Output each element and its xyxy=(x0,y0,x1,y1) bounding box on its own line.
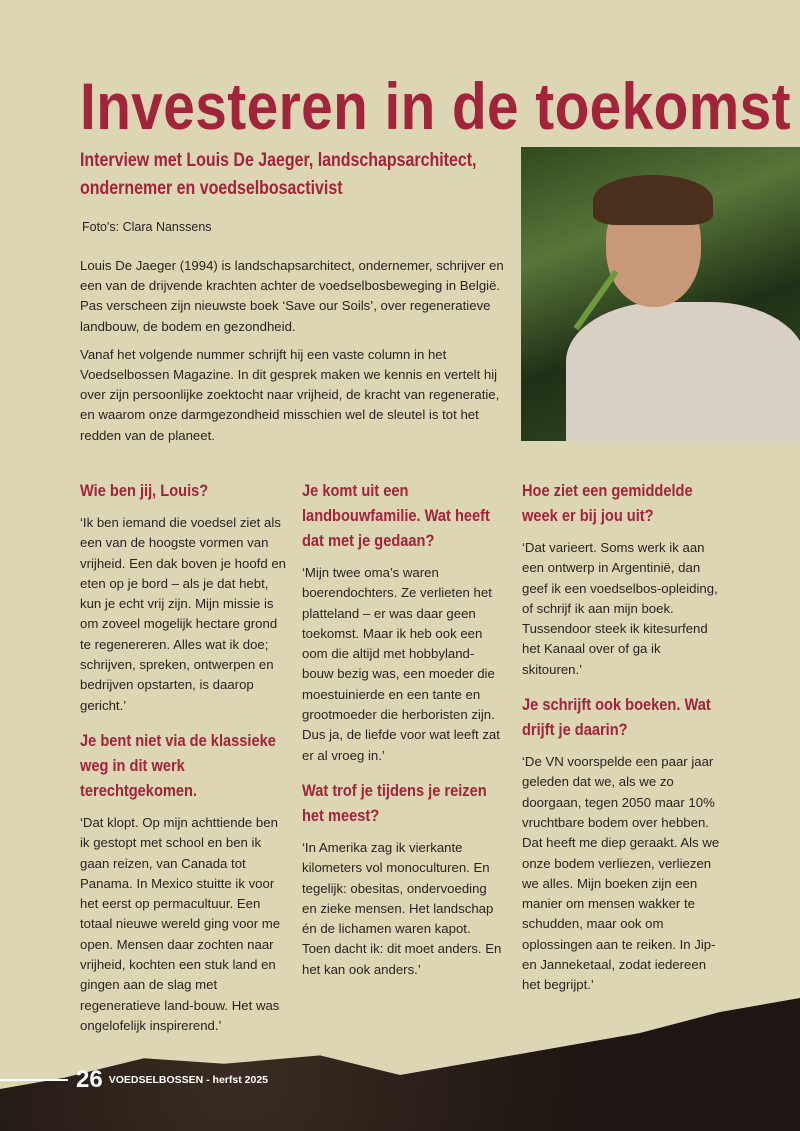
answer-text: ‘Dat varieert. Soms werk ik aan een ontwerp in Argentinië, dan geef ik een voedselbos-opleiding, of schrijf ik aan mijn boek. Tussendoor steek ik kitesurfend het Kanaal over of ga ik skitouren.’ xyxy=(522,540,718,677)
answer-text: ‘In Amerika zag ik vierkante kilometers vol monoculturen. En tegelijk: obesitas, ondervoeding en zieke mensen. Het landschap én de lichamen waren kapot. Toen dacht ik: dit moet anders. En het kan ook anders.’ xyxy=(302,839,502,977)
question-heading: Wie ben jij, Louis? xyxy=(80,481,209,500)
intro-paragraph: Vanaf het volgende nummer schrijft hij een vaste column in het Voedselbossen Magazine. In dit gesprek maken we kennis en vertelt hij over zijn persoonlijke zoektocht naar vrijheid, de kracht van regeneratie, en waarom onze darmgezondheid misschien wel de sleutel is tot het redden van de planeet. xyxy=(80,346,500,443)
page-number: 26 xyxy=(76,1066,103,1093)
answer-text: ‘De VN voorspelde een paar jaar geleden dat we, als we zo doorgaan, tegen 2050 maar 10% vruchtbare bodem over hebben. Dat heeft me diep geraakt. Als we onze bodem verliezen, verliezen we alles. Mijn boeken zijn een manier om mensen wakker te schudden, maar ook om oplossingen aan te reiken. In Jip-en Janneketaal, zodat iedereen het begrijpt.’ xyxy=(522,754,720,993)
question-heading: Hoe ziet een gemiddelde week er bij jou uit? xyxy=(522,481,693,525)
intro-paragraph: Louis De Jaeger (1994) is landschapsarchitect, ondernemer, schrijver en een van de drijvende krachten achter de voedselbosbeweging in België. Pas verscheen zijn nieuwste boek ‘Save our Soils’, over regeneratieve landbouw, de bodem en gezondheid. xyxy=(80,258,504,334)
question-heading: Je schrijft ook boeken. Wat drijft je daarin? xyxy=(522,695,711,740)
answer-text: ‘Dat klopt. Op mijn achttiende ben ik gestopt met school en ben ik gaan reizen, van Canada tot Panama. In Mexico stuitte ik voor het eerst op permacultuur. Een totaal nieuwe wereld ging voor me open. Mensen daar zochten naar vrijheid, kochten een stuk land en gingen aan de slag met regeneratieve land-bouw. Het was ongelofelijk inspirerend.’ xyxy=(80,814,281,1033)
portrait-photo xyxy=(521,147,800,441)
photo-credit: Foto's: Clara Nanssens xyxy=(82,220,212,234)
answer-text: ‘Mijn twee oma’s waren boerendochters. Ze verlieten het platteland – er was daar geen toekomst. Maar ik heb ook een oom die altijd met hobbyland-bouw bezig was, een moeder die moestuinierde en een tante en grootmoeder die herboristen zijn. Dus ja, de liefde voor wat leeft zat er al vroeg in.’ xyxy=(302,565,500,763)
answer-text: ‘Ik ben iemand die voedsel ziet als een van de hoogste vormen van vrijheid. Een dak boven je hoofd en eten op je bord – als je dat hebt, kun je echt vrij zijn. Mijn missie is om zoveel mogelijk hectare grond te regenereren. Alles wat ik doe; schrijven, spreken, ontwerpen en bedrijven opstarten, is daarop gericht.’ xyxy=(80,515,287,713)
question-heading: Je komt uit een landbouwfamilie. Wat heeft dat met je gedaan? xyxy=(302,481,490,550)
column-1 xyxy=(80,478,288,1048)
subtitle: Interview met Louis De Jaeger, landschapsarchitect, ondernemer en voedselbosactivist xyxy=(80,150,477,199)
footer-rule xyxy=(0,1079,68,1081)
intro xyxy=(80,256,505,454)
question-heading: Wat trof je tijdens je reizen het meest? xyxy=(302,780,487,825)
question-heading: Je bent niet via de klassieke weg in dit werk terechtgekomen. xyxy=(80,730,276,800)
magazine-issue: VOEDSELBOSSEN - herfst 2025 xyxy=(108,1074,269,1086)
column-2 xyxy=(302,478,502,992)
page-footer xyxy=(0,1066,268,1094)
column-3 xyxy=(522,478,722,1008)
page-title: Investeren in de toekomst xyxy=(80,69,792,143)
